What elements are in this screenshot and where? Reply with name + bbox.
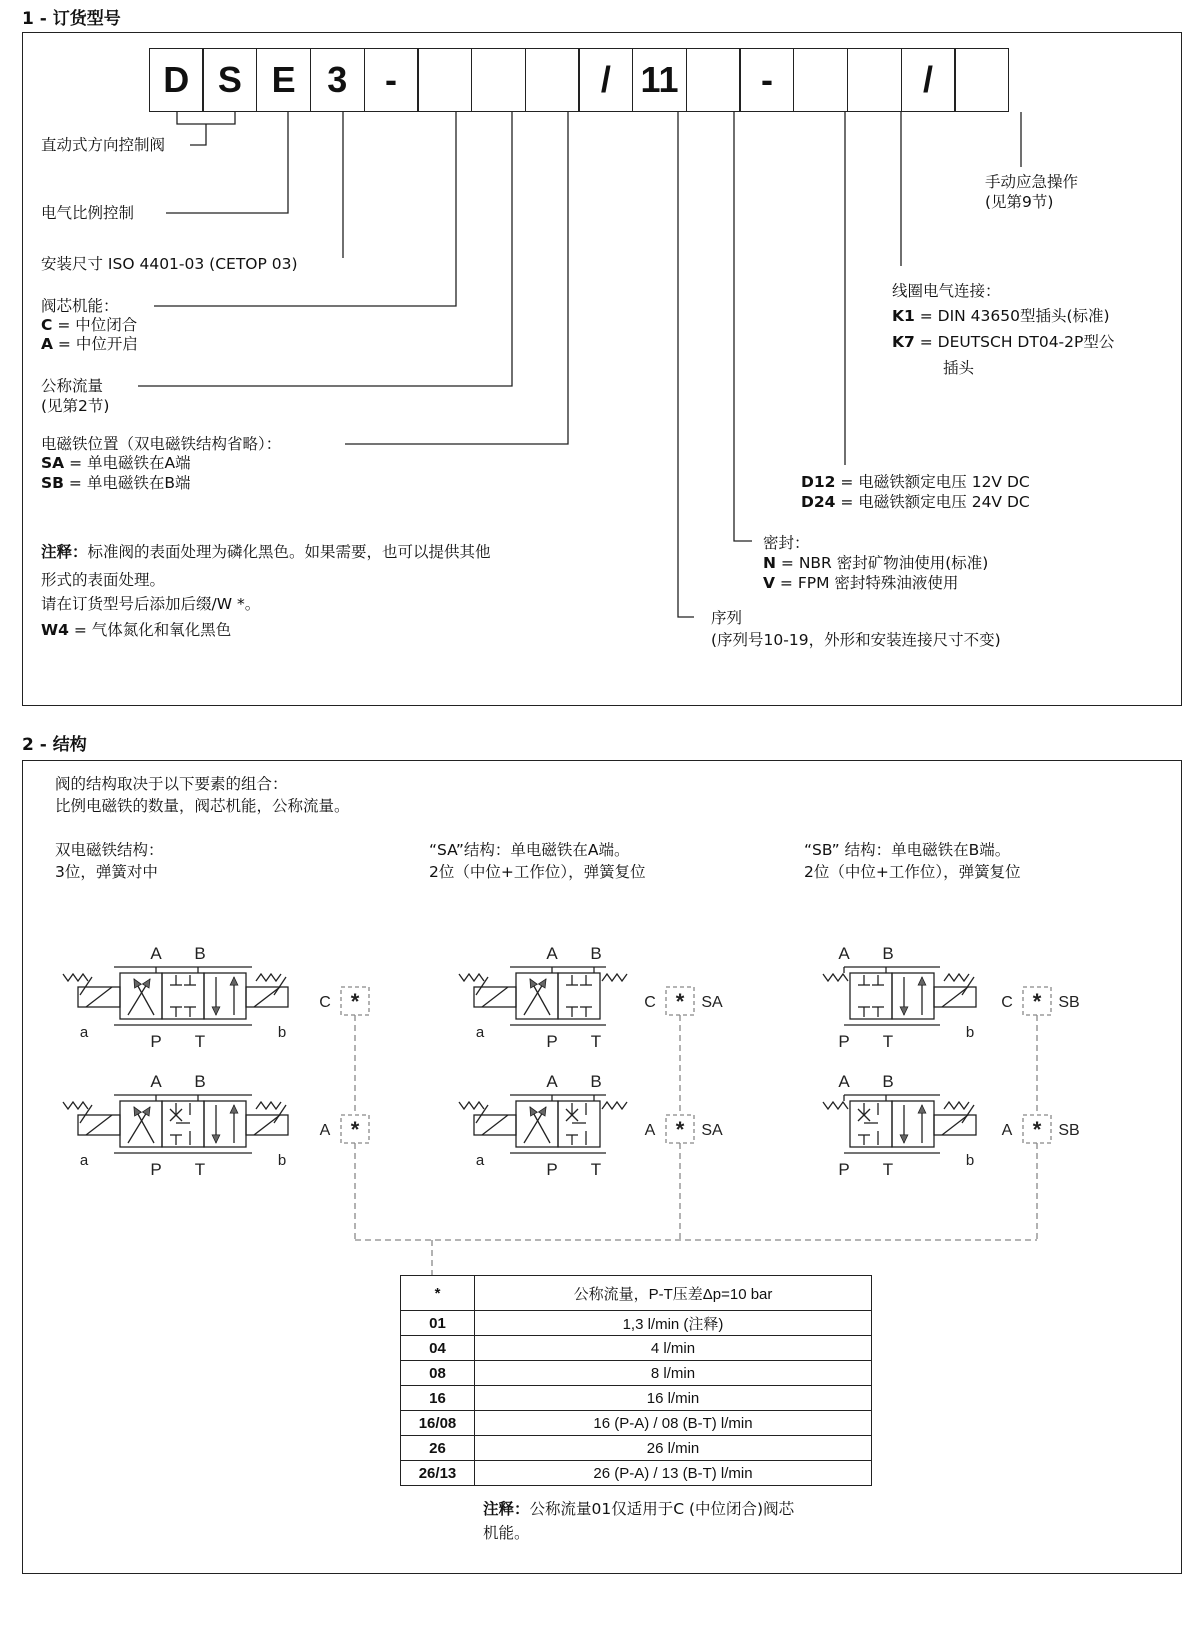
code-prefix: C [319,994,331,1011]
code-star: * [675,1117,685,1142]
spring [459,974,484,981]
valve-envelope [162,1101,204,1147]
code-star: * [675,989,685,1014]
col2-subtitle: 2位（中位+工作位），弹簧复位 [429,863,646,881]
solenoid-label-a: a [79,1024,89,1041]
arrowhead [900,1135,908,1143]
spring [944,974,969,981]
table-row: 26/13 26 (P-A) / 13 (B-T) l/min [401,1461,872,1486]
arrowhead [530,1107,537,1116]
arrowhead [538,1107,546,1116]
structure-intro-2: 比例电磁铁的数量，阀芯机能，公称流量。 [55,797,350,815]
solenoid-label-a: a [79,1152,89,1169]
spring [63,1102,88,1109]
adjust-arrow [476,1105,488,1123]
code-star: * [350,1117,360,1142]
code-star: * [1032,1117,1042,1142]
valve-sa-a [459,1072,723,1179]
structure-intro-1: 阀的结构取决于以下要素的组合： [55,775,288,793]
label-spool-title: 阀芯机能： [41,297,119,315]
valve-envelope [892,1101,934,1147]
spring [63,974,88,981]
label-flow-ref: (见第2节) [41,397,110,415]
label-seal-title: 密封： [763,534,810,552]
spring [602,974,627,981]
valve-envelope [850,1101,892,1147]
label-coil-k1: K1 = DIN 43650型插头(标准) [892,307,1110,325]
arrowhead [538,979,546,988]
label-solenoid-title: 电磁铁位置（双电磁铁结构省略）： [41,435,282,453]
arrowhead [134,979,141,988]
valve-envelope [558,1101,600,1147]
label-series-title: 序列 [711,609,743,627]
port-label-p: P [150,1160,162,1179]
port-label-t: T [590,1032,602,1051]
valve-envelope [204,973,246,1019]
col1-subtitle: 3位，弹簧对中 [55,863,158,881]
arrowhead [530,979,537,988]
arrowhead [918,977,926,985]
solenoid-diagonal [86,987,112,1007]
arrowhead [142,979,150,988]
code-cell: / [901,48,956,112]
label-spool-c: C = 中位闭合 [41,316,138,334]
spring [256,974,281,981]
code-suffix: SA [701,1122,723,1139]
label-solenoid-sb: SB = 单电磁铁在B端 [41,474,191,492]
code-star: * [1032,989,1042,1014]
col3-subtitle: 2位（中位+工作位），弹簧复位 [804,863,1021,881]
solenoid-diagonal [254,987,280,1007]
code-prefix: C [1001,994,1013,1011]
port-label-p: P [546,1032,558,1051]
section2-title: 2 - 结构 [22,735,87,755]
table-row: 16/08 16 (P-A) / 08 (B-T) l/min [401,1411,872,1436]
port-label-t: T [194,1160,206,1179]
valve-envelope [516,973,558,1019]
label-flow-title: 公称流量 [41,377,104,395]
arrowhead [900,1007,908,1015]
adjust-arrow [80,977,92,995]
port-label-p: P [838,1160,850,1179]
table-note: 注释：公称流量01仅适用于C (中位闭合)阀芯 [483,1500,795,1518]
valve-dual-c [63,944,369,1051]
arrowhead [142,1107,150,1116]
solenoid-label-a: a [475,1152,485,1169]
label-series-text: (序列号10-19，外形和安装连接尺寸不变) [711,631,1001,649]
flow-table-header-code: * [401,1276,475,1311]
label-voltage-d24: D24 = 电磁铁额定电压 24V DC [801,493,1030,511]
port-label-t: T [882,1032,894,1051]
valve-sa-c [459,944,723,1051]
port-label-p: P [546,1160,558,1179]
port-label-a: A [838,1072,850,1091]
label-solenoid-sa: SA = 单电磁铁在A端 [41,454,191,472]
label-dse: 直动式方向控制阀 [41,136,166,154]
label-coil-k7-line2: 插头 [943,359,975,377]
solenoid-diagonal [482,1115,508,1135]
port-label-b: B [194,944,206,963]
code-cell: - [739,48,794,112]
note-w4: W4 = 气体氮化和氧化黑色 [41,621,232,639]
port-label-a: A [150,1072,162,1091]
valve-envelope [558,973,600,1019]
flow-table-header [401,1276,872,1311]
arrowhead [212,1135,220,1143]
solenoid-diagonal [482,987,508,1007]
solenoid-diagonal [86,1115,112,1135]
label-coil-k7: K7 = DEUTSCH DT04-2P型公 [892,333,1115,351]
solenoid-diagonal [942,987,968,1007]
table-row: 16 16 l/min [401,1386,872,1411]
port-label-t: T [194,1032,206,1051]
arrowhead [918,1105,926,1113]
label-voltage-d12: D12 = 电磁铁额定电压 12V DC [801,473,1030,491]
label-mounting-size: 安装尺寸 ISO 4401-03 (CETOP 03) [41,255,298,273]
valve-envelope [120,973,162,1019]
spring [823,1102,848,1109]
code-star: * [350,989,360,1014]
port-label-b: B [590,944,602,963]
port-label-t: T [882,1160,894,1179]
note-finish-line2: 形式的表面处理。 [41,571,166,589]
valve-sb-a [823,1072,1080,1179]
note-finish: 注释：标准阀的表面处理为磷化黑色。如果需要，也可以提供其他 [41,543,491,561]
port-label-p: P [838,1032,850,1051]
solenoid-diagonal [942,1115,968,1135]
code-prefix: C [644,994,656,1011]
flow-table-header-flow: 公称流量，P-T压差Δp=10 bar [475,1276,872,1311]
arrowhead [230,977,238,985]
port-label-a: A [150,944,162,963]
arrowhead [212,1007,220,1015]
adjust-arrow [476,977,488,995]
port-label-t: T [590,1160,602,1179]
valve-envelope [204,1101,246,1147]
table-row: 08 8 l/min [401,1361,872,1386]
code-cell: 3 [310,48,365,112]
solenoid-label-b: b [277,1152,287,1169]
code-prefix: A [644,1122,656,1139]
code-suffix: SB [1058,1122,1080,1139]
solenoid-label-b: b [277,1024,287,1041]
port-label-b: B [590,1072,602,1091]
spring [602,1102,627,1109]
spring [944,1102,969,1109]
port-label-a: A [546,944,558,963]
port-label-a: A [546,1072,558,1091]
solenoid-label-b: b [965,1152,975,1169]
port-label-p: P [150,1032,162,1051]
code-prefix: A [1001,1122,1013,1139]
valve-envelope [850,973,892,1019]
label-coil-title: 线圈电气连接： [892,282,1001,300]
col1-title: 双电磁铁结构： [55,841,164,859]
col2-title: “SA”结构：单电磁铁在A端。 [429,841,630,859]
code-cell: E [256,48,311,112]
code-cell: S [202,48,257,112]
valve-envelope [120,1101,162,1147]
code-cell: D [149,48,204,112]
solenoid-label-a: a [475,1024,485,1041]
code-suffix: SB [1058,994,1080,1011]
spring [823,974,848,981]
solenoid-diagonal [254,1115,280,1135]
section1-title: 1 - 订货型号 [22,9,121,29]
valve-envelope [516,1101,558,1147]
table-row: 01 1,3 l/min (注释) [401,1311,872,1336]
port-label-a: A [838,944,850,963]
code-cell: - [364,48,419,112]
valve-envelope [162,973,204,1019]
table-row: 26 26 l/min [401,1436,872,1461]
port-label-b: B [882,944,894,963]
label-spool-a: A = 中位开启 [41,335,138,353]
valve-envelope [892,973,934,1019]
code-cell: / [578,48,633,112]
spring [256,1102,281,1109]
table-row: 04 4 l/min [401,1336,872,1361]
flow-table [400,1275,872,1486]
label-seal-n: N = NBR 密封矿物油使用(标准) [763,554,989,572]
port-label-b: B [882,1072,894,1091]
label-manual-ref: (见第9节) [985,193,1054,211]
label-seal-v: V = FPM 密封特殊油液使用 [763,574,959,592]
spring [459,1102,484,1109]
label-electric-proportional: 电气比例控制 [41,204,135,222]
arrowhead [230,1105,238,1113]
port-label-b: B [194,1072,206,1091]
adjust-arrow [80,1105,92,1123]
solenoid-label-b: b [965,1024,975,1041]
valve-sb-c [823,944,1080,1051]
note-finish-line3: 请在订货型号后添加后缀/W *。 [41,595,261,613]
table-note-line2: 机能。 [483,1524,530,1542]
code-cell: 11 [632,48,687,112]
label-manual-override: 手动应急操作 [985,173,1079,191]
col3-title: “SB” 结构：单电磁铁在B端。 [804,841,1011,859]
valve-dual-a [63,1072,369,1179]
code-prefix: A [319,1122,331,1139]
code-suffix: SA [701,994,723,1011]
arrowhead [134,1107,141,1116]
